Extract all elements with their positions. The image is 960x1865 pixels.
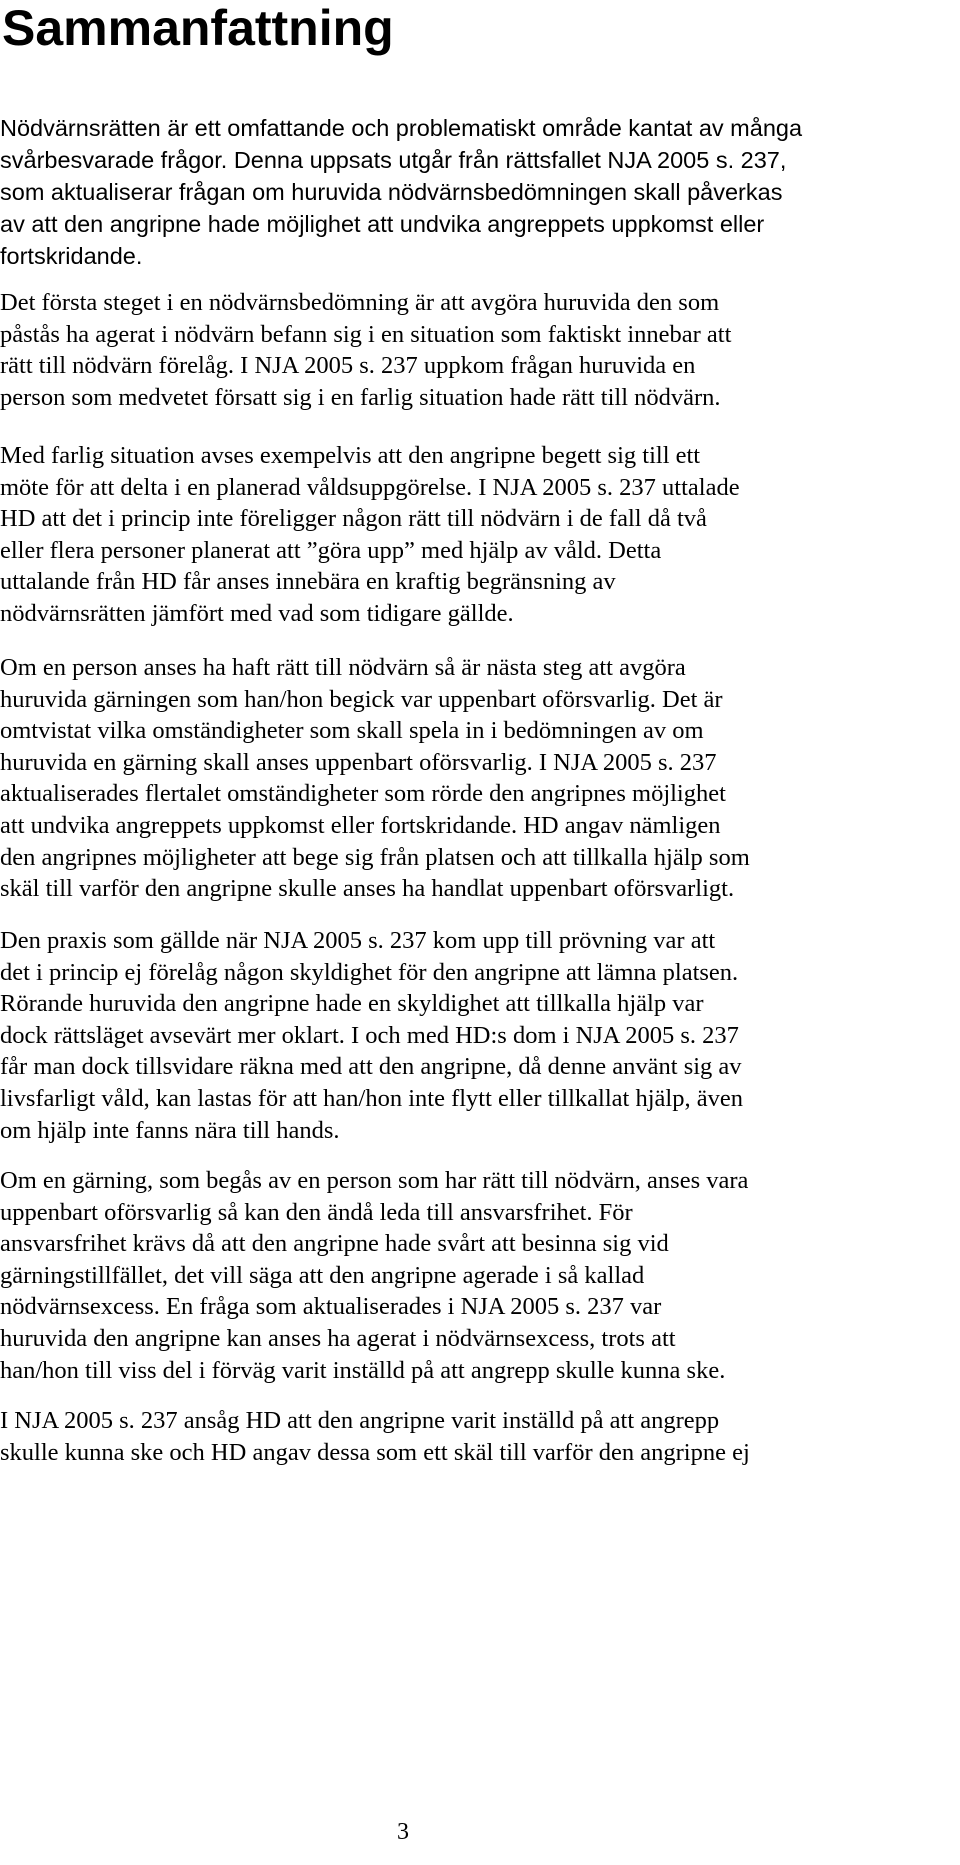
text-line: han/hon till viss del i förväg varit inställd på att angrepp skulle kunna ske. <box>0 1356 726 1384</box>
paragraph-6 <box>0 1165 748 1386</box>
text-line: Nödvärnsrätten är ett omfattande och problematiskt område kantat av många <box>0 115 803 141</box>
text-line: livsfarligt våld, kan lastas för att han/hon inte flytt eller tillkallat hjälp, även <box>0 1084 743 1112</box>
text-line: om hjälp inte fanns nära till hands. <box>0 1116 340 1144</box>
text-line: Om en gärning, som begås av en person som har rätt till nödvärn, anses vara <box>0 1167 749 1194</box>
text-line: att undvika angreppets uppkomst eller fortskridande. HD angav nämligen <box>0 811 721 839</box>
paragraph-7 <box>0 1405 750 1468</box>
text-line: aktualiserades flertalet omständigheter som rörde den angripnes möjlighet <box>0 780 726 808</box>
text-line: uttalande från HD får anses innebära en kraftig begränsning av <box>0 568 616 596</box>
text-line: Det första steget i en nödvärnsbedömning är att avgöra huruvida den som <box>0 289 720 316</box>
text-line: rätt till nödvärn förelåg. I NJA 2005 s. 237 uppkom frågan huruvida en <box>0 352 696 380</box>
text-line: I NJA 2005 s. 237 ansåg HD att den angripne varit inställd på att angrepp <box>0 1407 720 1434</box>
text-line: den angripnes möjligheter att bege sig från platsen och att tillkalla hjälp som <box>0 843 750 871</box>
text-line: dock rättsläget avsevärt mer oklart. I och med HD:s dom i NJA 2005 s. 237 <box>0 1021 739 1049</box>
page-title: Sammanfattning <box>2 0 394 56</box>
paragraph-1 <box>0 112 802 272</box>
text-line: får man dock tillsvidare räkna med att den angripne, då denne använt sig av <box>0 1053 742 1081</box>
text-line: fortskridande. <box>0 243 143 269</box>
text-line: påstås ha agerat i nödvärn befann sig i en situation som faktiskt innebar att <box>0 320 732 348</box>
text-line: Rörande huruvida den angripne hade en skyldighet att tillkalla hjälp var <box>0 990 704 1018</box>
paragraph-4 <box>0 652 750 905</box>
text-line: nödvärnsrätten jämfört med vad som tidigare gällde. <box>0 599 514 627</box>
text-line: svårbesvarade frågor. Denna uppsats utgår från rättsfallet NJA 2005 s. 237, <box>0 147 787 173</box>
text-line: HD att det i princip inte föreligger någon rätt till nödvärn i de fall då två <box>0 505 707 533</box>
paragraph-3 <box>0 440 740 630</box>
text-line: Den praxis som gällde när NJA 2005 s. 237 kom upp till prövning var att <box>0 927 716 954</box>
text-line: det i princip ej förelåg någon skyldighet för den angripne att lämna platsen. <box>0 958 739 986</box>
text-line: huruvida den angripne kan anses ha agerat i nödvärnsexcess, trots att <box>0 1324 676 1352</box>
text-line: av att den angripne hade möjlighet att undvika angreppets uppkomst eller <box>0 211 765 237</box>
text-line: gärningstillfället, det vill säga att den angripne agerade i så kallad <box>0 1261 645 1289</box>
text-line: ansvarsfrihet krävs då att den angripne hade svårt att besinna sig vid <box>0 1230 669 1258</box>
text-line: person som medvetet försatt sig i en farlig situation hade rätt till nödvärn. <box>0 383 721 411</box>
text-line: nödvärnsexcess. En fråga som aktualiserades i NJA 2005 s. 237 var <box>0 1293 662 1321</box>
paragraph-5 <box>0 925 743 1146</box>
text-line: möte för att delta i en planerad våldsuppgörelse. I NJA 2005 s. 237 uttalade <box>0 473 740 501</box>
text-line: huruvida en gärning skall anses uppenbart oförsvarlig. I NJA 2005 s. 237 <box>0 748 717 776</box>
text-line: eller flera personer planerat att ”göra upp” med hjälp av våld. Detta <box>0 536 662 564</box>
text-line: Om en person anses ha haft rätt till nödvärn så är nästa steg att avgöra <box>0 654 686 681</box>
page-number: 3 <box>397 1819 409 1845</box>
text-line: skäl till varför den angripne skulle anses ha handlat uppenbart oförsvarligt. <box>0 875 735 903</box>
paragraph-2 <box>0 287 731 413</box>
text-line: skulle kunna ske och HD angav dessa som ett skäl till varför den angripne ej <box>0 1438 750 1466</box>
text-line: Med farlig situation avses exempelvis att den angripne begett sig till ett <box>0 442 701 469</box>
text-line: uppenbart oförsvarlig så kan den ändå leda till ansvarsfrihet. För <box>0 1198 633 1226</box>
text-line: huruvida gärningen som han/hon begick var uppenbart oförsvarlig. Det är <box>0 685 723 713</box>
text-line: som aktualiserar frågan om huruvida nödvärnsbedömningen skall påverkas <box>0 179 783 205</box>
text-line: omtvistat vilka omständigheter som skall spela in i bedömningen av om <box>0 717 704 745</box>
